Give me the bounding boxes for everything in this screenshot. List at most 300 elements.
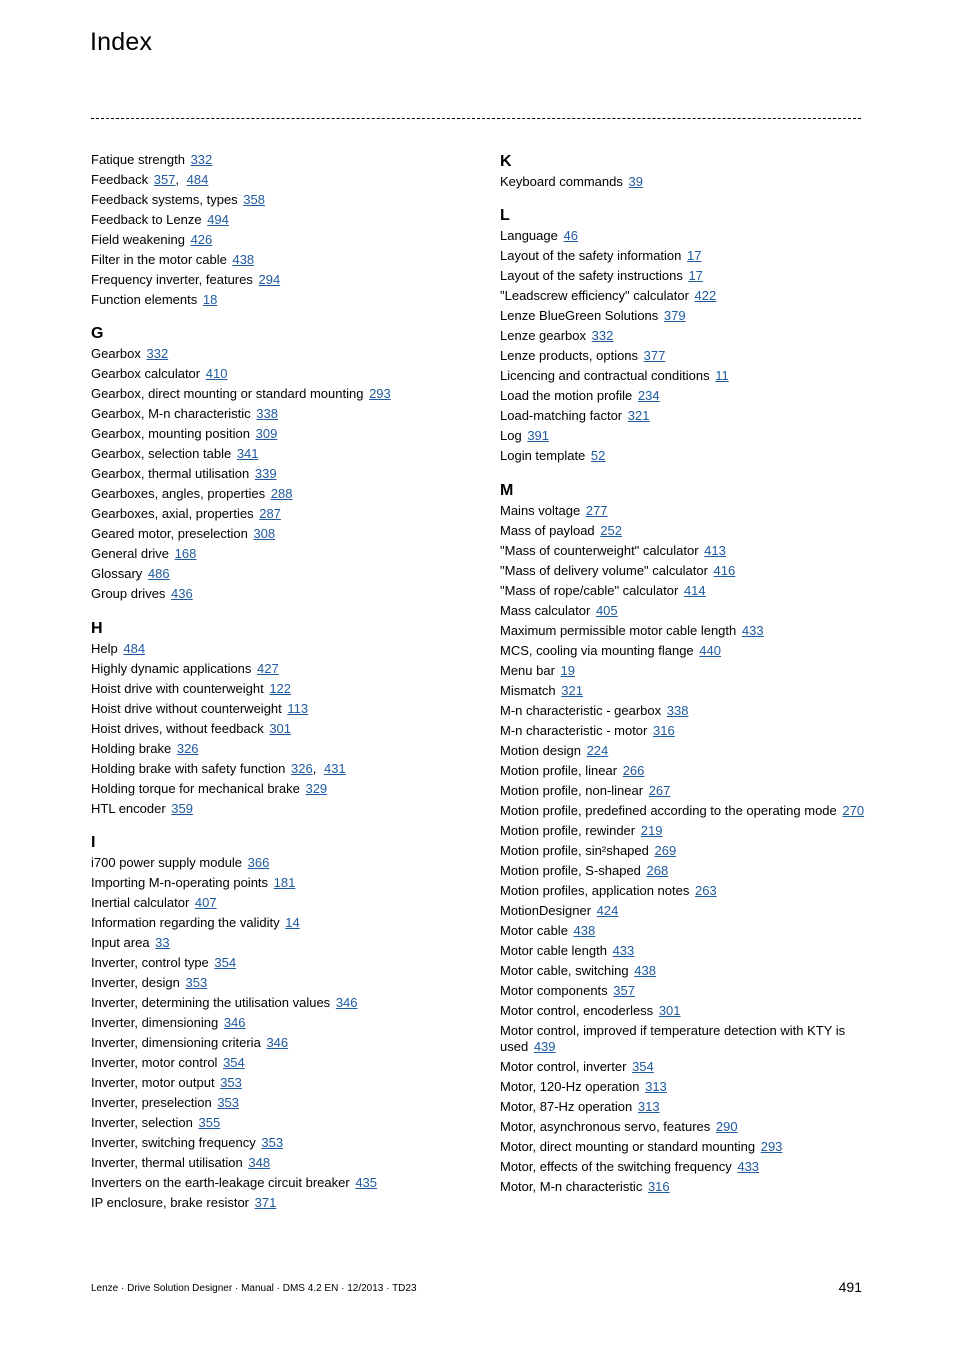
index-entry <box>500 1023 865 1056</box>
index-entry <box>500 328 865 344</box>
index-entry-term: Motor, effects of the switching frequency <box>500 1159 732 1175</box>
index-entry <box>91 801 461 817</box>
page-link[interactable]: 168 <box>174 546 197 562</box>
page-link[interactable]: 321 <box>627 408 650 424</box>
page-link[interactable]: 357 <box>613 982 635 998</box>
page-link[interactable]: 287 <box>259 506 281 522</box>
index-entry-term: Inverter, thermal utilisation <box>91 1155 243 1171</box>
index-entry-term: Feedback systems, types <box>91 192 238 207</box>
index-entry <box>91 641 461 657</box>
index-entry <box>500 1099 865 1115</box>
index-entry-term: Login template <box>500 448 586 464</box>
page-link[interactable]: 339 <box>254 466 277 482</box>
page-link[interactable]: 377 <box>643 348 666 364</box>
page-link[interactable]: 338 <box>256 406 278 422</box>
section-letter: L <box>500 207 510 225</box>
page-link[interactable]: 122 <box>269 680 292 696</box>
index-entry-term: Inverter, design <box>91 975 180 991</box>
index-entry <box>500 743 865 759</box>
index-entry-term: Gearbox, thermal utilisation <box>91 466 250 482</box>
index-entry-term: Gearbox, mounting position <box>91 426 250 442</box>
index-entry <box>500 783 865 799</box>
index-entry <box>500 308 865 324</box>
index-entry-term: Lenze products, options <box>500 348 639 364</box>
index-entry-term: Glossary <box>91 566 143 582</box>
index-entry <box>91 152 461 168</box>
page-link[interactable]: 290 <box>715 1119 738 1135</box>
index-entry <box>500 703 865 719</box>
page-link[interactable]: 33 <box>155 935 170 951</box>
index-entry <box>500 1139 865 1155</box>
index-entry <box>500 268 865 284</box>
index-entry <box>91 272 461 288</box>
page-link[interactable]: 440 <box>699 642 721 658</box>
index-entry <box>91 741 461 757</box>
index-entry-term: Gearboxes, angles, properties <box>91 486 266 502</box>
index-entry <box>91 1095 461 1111</box>
page-link[interactable]: 301 <box>269 720 292 736</box>
index-entry-term: Hoist drive without counterweight <box>91 700 282 716</box>
index-entry-term: Gearboxes, axial, properties <box>91 506 254 522</box>
page-link[interactable]: 301 <box>658 1002 681 1018</box>
index-entry-term: "Mass of rope/cable" calculator <box>500 582 679 598</box>
index-entry-term: Field weakening <box>91 232 185 247</box>
index-entry-term: Input area <box>91 935 150 951</box>
index-entry-term: Holding brake <box>91 740 172 756</box>
index-entry <box>500 1003 865 1019</box>
page-link[interactable]: 438 <box>573 922 596 938</box>
index-entry-term: Motor cable <box>500 922 568 938</box>
index-entry <box>500 408 865 424</box>
index-entry-term: Gearbox calculator <box>91 366 201 382</box>
index-entry <box>91 781 461 797</box>
page-link[interactable]: 224 <box>586 742 609 758</box>
index-entry <box>500 623 865 639</box>
index-entry-term: Motor, M-n characteristic <box>500 1179 643 1195</box>
index-entry <box>500 1119 865 1135</box>
index-entry-term: Inverter, switching frequency <box>91 1135 256 1151</box>
section-letter: G <box>91 325 104 343</box>
index-entry <box>91 1195 461 1211</box>
index-entry-term: Lenze BlueGreen Solutions <box>500 308 659 324</box>
index-entry <box>91 466 461 482</box>
index-entry <box>91 486 461 502</box>
page-link[interactable]: 293 <box>369 386 391 402</box>
page-link[interactable]: 268 <box>646 862 669 878</box>
index-entry <box>500 823 865 839</box>
index-entry <box>500 683 865 699</box>
index-entry <box>91 915 461 931</box>
index-entry-term: Motor, asynchronous servo, features <box>500 1119 711 1135</box>
index-entry-term: Inverter, dimensioning criteria <box>91 1035 261 1051</box>
index-entry <box>500 983 865 999</box>
page-link[interactable]: 484 <box>186 172 209 187</box>
page-link[interactable]: 355 <box>198 1115 221 1131</box>
index-entry <box>91 701 461 717</box>
index-entry <box>91 366 461 382</box>
index-entry <box>91 212 461 228</box>
index-entry-term: Log <box>500 428 522 444</box>
page-link[interactable]: 308 <box>253 526 276 542</box>
index-entry-term: Holding torque for mechanical brake <box>91 780 300 796</box>
index-entry <box>500 603 865 619</box>
index-entry-term: Inverter, dimensioning <box>91 1015 219 1031</box>
page-link[interactable]: 486 <box>147 566 170 582</box>
footer-text: Lenze · Drive Solution Designer · Manual · DMS 4.2 EN · 12/2013 · TD23 <box>91 1283 417 1294</box>
page-link[interactable]: 391 <box>527 428 550 444</box>
page-link[interactable]: 14 <box>285 915 300 931</box>
index-entry-term: Gearbox <box>91 346 141 362</box>
index-entry <box>91 252 461 268</box>
index-entry-term: Motion profile, predefined according to the operating mode <box>500 802 837 818</box>
index-entry-term: Motion profile, non-linear <box>500 782 644 798</box>
page-link[interactable]: 484 <box>123 640 146 656</box>
index-column-right <box>500 152 865 1212</box>
index-entry <box>91 1035 461 1051</box>
index-entry <box>500 1079 865 1095</box>
page-link[interactable]: 366 <box>247 855 270 871</box>
page-link[interactable]: 431 <box>323 760 346 776</box>
index-section <box>91 152 461 308</box>
index-entry-term: Keyboard commands <box>500 174 623 189</box>
page-separator: , <box>312 760 317 776</box>
index-entry <box>500 1059 865 1075</box>
index-entry-term: Motion profiles, application notes <box>500 882 690 898</box>
index-entry <box>500 723 865 739</box>
page-link[interactable]: 269 <box>654 842 677 858</box>
index-entry <box>500 368 865 384</box>
index-entry-term: Licencing and contractual conditions <box>500 368 710 384</box>
index-entry-term: HTL encoder <box>91 800 166 816</box>
index-entry <box>91 172 461 188</box>
page-link[interactable]: 435 <box>355 1175 378 1191</box>
index-entry-term: Feedback to Lenze <box>91 212 202 227</box>
section-letter: M <box>500 481 514 499</box>
page-link[interactable]: 371 <box>254 1195 277 1211</box>
index-entry <box>500 583 865 599</box>
page-link[interactable]: 263 <box>694 882 717 898</box>
page-link[interactable]: 326 <box>291 760 313 776</box>
index-entry-term: Motion design <box>500 742 581 758</box>
index-entry-term: Motor components <box>500 982 608 998</box>
page-link[interactable]: 422 <box>694 288 717 304</box>
index-entry-term: Inverter, preselection <box>91 1095 212 1111</box>
index-entry-term: Hoist drive with counterweight <box>91 680 264 696</box>
page-link[interactable]: 11 <box>715 368 729 384</box>
index-section-m <box>500 481 865 1196</box>
index-entry-term: Inverter, selection <box>91 1115 193 1131</box>
page-link[interactable]: 405 <box>595 602 618 618</box>
index-entry <box>91 446 461 462</box>
page-link[interactable]: 234 <box>637 388 660 404</box>
page-link[interactable]: 19 <box>560 662 576 678</box>
index-entry <box>500 348 865 364</box>
index-entry <box>91 426 461 442</box>
index-entry-term: Language <box>500 228 558 244</box>
index-entry-term: IP enclosure, brake resistor <box>91 1195 249 1211</box>
header-rule <box>91 118 861 119</box>
page-link[interactable]: 266 <box>622 762 645 778</box>
index-entry-term: Inverters on the earth-leakage circuit breaker <box>91 1175 350 1191</box>
index-entry-term: "Leadscrew efficiency" calculator <box>500 288 689 304</box>
index-entry <box>500 803 865 819</box>
index-entry-term: Group drives <box>91 586 166 602</box>
index-entry-term: Motor, 120-Hz operation <box>500 1079 640 1095</box>
section-letter: K <box>500 153 512 170</box>
page-link[interactable]: 379 <box>663 308 686 324</box>
index-entry-term: Motor, 87-Hz operation <box>500 1099 633 1115</box>
index-entry-term: Gearbox, selection table <box>91 446 232 462</box>
index-entry-term: Motion profile, sin²shaped <box>500 842 649 858</box>
index-entry-term: Mass calculator <box>500 602 591 618</box>
page-link[interactable]: 181 <box>273 875 296 891</box>
index-entry-term: Motor control, encoderless <box>500 1002 654 1018</box>
index-entry-term: Motor control, improved if temperature detection with KTY is used <box>500 1022 846 1055</box>
index-entry-term: "Mass of delivery volume" calculator <box>500 562 708 578</box>
index-entry <box>500 643 865 659</box>
page-link[interactable]: 326 <box>176 740 199 756</box>
index-entry-term: Maximum permissible motor cable length <box>500 622 737 638</box>
index-entry <box>500 543 865 559</box>
page-link[interactable]: 414 <box>683 582 706 598</box>
index-entry <box>91 566 461 582</box>
index-entry <box>500 503 865 519</box>
index-entry-term: Highly dynamic applications <box>91 660 252 676</box>
index-column-left <box>91 152 461 1228</box>
page-link[interactable]: 353 <box>261 1135 284 1151</box>
index-entry <box>500 923 865 939</box>
page-link[interactable]: 17 <box>687 248 702 264</box>
index-entry-term: Fatique strength <box>91 152 185 167</box>
index-entry <box>91 1175 461 1191</box>
page-link[interactable]: 219 <box>640 822 663 838</box>
page-separator: , <box>175 172 180 187</box>
index-entry-term: Function elements <box>91 292 198 307</box>
index-entry-term: Information regarding the validity <box>91 915 280 931</box>
index-entry <box>500 843 865 859</box>
page-link[interactable]: 332 <box>591 328 614 344</box>
index-entry-term: MotionDesigner <box>500 902 592 918</box>
page-link[interactable]: 357 <box>153 172 176 187</box>
index-entry <box>91 875 461 891</box>
index-entry <box>91 386 461 402</box>
page-link[interactable]: 436 <box>171 586 193 602</box>
index-section-i <box>91 833 461 1211</box>
page-link[interactable]: 407 <box>194 895 217 911</box>
index-entry <box>500 763 865 779</box>
index-entry-term: Motor control, inverter <box>500 1059 627 1075</box>
page-link[interactable]: 346 <box>266 1035 289 1051</box>
index-entry <box>91 346 461 362</box>
page-link[interactable]: 416 <box>713 562 736 578</box>
index-entry <box>91 1015 461 1031</box>
index-entry <box>91 1135 461 1151</box>
page-link[interactable]: 113 <box>287 700 309 716</box>
index-entry-term: Menu bar <box>500 662 555 678</box>
index-entry-term: Load the motion profile <box>500 388 633 404</box>
index-entry <box>91 1055 461 1071</box>
index-entry-term: Motor cable, switching <box>500 962 629 978</box>
page-link[interactable]: 438 <box>232 252 255 267</box>
index-entry <box>91 661 461 677</box>
page-link[interactable]: 346 <box>335 995 358 1011</box>
index-entry-term: M-n characteristic - motor <box>500 722 648 738</box>
page-link[interactable]: 439 <box>533 1039 556 1055</box>
index-entry <box>91 721 461 737</box>
page-link[interactable]: 354 <box>632 1059 654 1075</box>
page-link[interactable]: 410 <box>205 366 228 382</box>
index-entry <box>91 292 461 308</box>
page-link[interactable]: 332 <box>190 152 213 167</box>
index-section-g <box>91 324 461 602</box>
page-title: Index <box>90 28 153 56</box>
page-link[interactable]: 359 <box>171 800 193 816</box>
page-link[interactable]: 433 <box>737 1159 760 1175</box>
page-link[interactable]: 252 <box>600 522 622 538</box>
index-entry <box>500 563 865 579</box>
page-link[interactable]: 427 <box>257 660 279 676</box>
page-link[interactable]: 353 <box>217 1095 240 1111</box>
page-link[interactable]: 18 <box>202 292 218 307</box>
page-link[interactable]: 270 <box>842 802 865 818</box>
index-entry-term: Inverter, determining the utilisation values <box>91 995 331 1011</box>
index-entry <box>91 975 461 991</box>
page-link[interactable]: 277 <box>585 502 608 518</box>
page-link[interactable]: 413 <box>704 542 726 558</box>
index-entry <box>91 232 461 248</box>
index-entry-term: Mains voltage <box>500 502 581 518</box>
index-entry-term: Mismatch <box>500 682 556 698</box>
page-link[interactable]: 438 <box>634 962 656 978</box>
index-entry <box>500 1159 865 1175</box>
page-link[interactable]: 293 <box>760 1139 783 1155</box>
index-entry-term: Inverter, motor control <box>91 1055 218 1071</box>
index-entry <box>500 883 865 899</box>
index-entry <box>91 995 461 1011</box>
page-link[interactable]: 353 <box>220 1075 242 1091</box>
page-link[interactable]: 354 <box>214 955 237 971</box>
index-entry-term: Mass of payload <box>500 522 595 538</box>
page-number: 491 <box>838 1279 862 1295</box>
index-entry-term: MCS, cooling via mounting flange <box>500 642 694 658</box>
index-entry-term: Feedback <box>91 172 149 187</box>
page-link[interactable]: 494 <box>207 212 229 227</box>
page-link[interactable]: 338 <box>666 702 689 718</box>
index-entry <box>91 761 461 777</box>
index-entry <box>500 228 865 244</box>
page-link[interactable]: 332 <box>146 346 169 362</box>
index-entry <box>500 1179 865 1195</box>
index-entry <box>91 1075 461 1091</box>
index-entry-term: Load-matching factor <box>500 408 623 424</box>
index-entry <box>91 681 461 697</box>
index-entry-term: Help <box>91 640 118 656</box>
index-entry <box>91 855 461 871</box>
page-link[interactable]: 353 <box>185 975 208 991</box>
page-link[interactable]: 433 <box>741 622 764 638</box>
index-entry <box>91 586 461 602</box>
index-entry <box>500 943 865 959</box>
page-link[interactable]: 329 <box>305 780 328 796</box>
index-entry-term: General drive <box>91 546 170 562</box>
page-link[interactable]: 341 <box>236 446 259 462</box>
index-entry-term: Holding brake with safety function <box>91 760 286 776</box>
index-entry <box>91 935 461 951</box>
page-link[interactable]: 316 <box>653 722 675 738</box>
page-link[interactable]: 358 <box>243 192 265 207</box>
index-entry <box>91 1115 461 1131</box>
page-link[interactable]: 321 <box>561 682 583 698</box>
index-entry-term: Layout of the safety information <box>500 248 682 264</box>
page-link[interactable]: 313 <box>645 1079 667 1095</box>
index-section-h <box>91 619 461 817</box>
page-link[interactable]: 426 <box>190 232 213 247</box>
index-section-k <box>500 152 865 190</box>
section-letter: H <box>91 619 103 637</box>
index-section-l <box>500 206 865 464</box>
page-link[interactable]: 17 <box>688 268 703 284</box>
index-entry-term: Inverter, control type <box>91 955 209 971</box>
page-link[interactable]: 348 <box>248 1155 271 1171</box>
page-link[interactable]: 267 <box>648 782 671 798</box>
index-entry-term: Geared motor, preselection <box>91 526 248 542</box>
index-entry-term: Motor cable length <box>500 942 607 958</box>
index-entry <box>91 526 461 542</box>
index-entry-term: Inertial calculator <box>91 895 190 911</box>
index-entry-term: Filter in the motor cable <box>91 252 227 267</box>
page-link[interactable]: 309 <box>255 426 278 442</box>
page-link[interactable]: 313 <box>637 1099 660 1115</box>
index-entry <box>500 963 865 979</box>
index-entry <box>91 546 461 562</box>
index-entry <box>500 288 865 304</box>
page-link[interactable]: 346 <box>223 1015 246 1031</box>
page-link[interactable]: 288 <box>270 486 293 502</box>
index-entry <box>500 903 865 919</box>
index-entry-term: Importing M-n-operating points <box>91 875 269 891</box>
page-link[interactable]: 46 <box>563 228 578 244</box>
index-entry-term: Lenze gearbox <box>500 328 587 344</box>
index-entry <box>91 192 461 208</box>
index-entry-term: Gearbox, direct mounting or standard mounting <box>91 386 364 402</box>
index-entry-term: Frequency inverter, features <box>91 272 253 287</box>
index-entry <box>500 663 865 679</box>
index-entry <box>500 388 865 404</box>
index-entry <box>500 428 865 444</box>
page-link[interactable]: 433 <box>612 942 635 958</box>
index-entry <box>500 523 865 539</box>
index-entry-term: i700 power supply module <box>91 855 243 871</box>
index-entry-term: Gearbox, M-n characteristic <box>91 406 251 422</box>
index-entry <box>500 174 865 190</box>
page-link[interactable]: 316 <box>647 1179 670 1195</box>
index-entry-term: Hoist drives, without feedback <box>91 720 264 736</box>
page-link[interactable]: 424 <box>596 902 619 918</box>
page-link[interactable]: 39 <box>628 174 643 189</box>
page-link[interactable]: 52 <box>590 448 606 464</box>
index-entry-term: Inverter, motor output <box>91 1075 215 1091</box>
index-entry-term: Motion profile, rewinder <box>500 822 636 838</box>
index-entry-term: Motor, direct mounting or standard mounting <box>500 1139 756 1155</box>
page-link[interactable]: 294 <box>258 272 281 287</box>
index-entry-term: Motion profile, linear <box>500 762 618 778</box>
index-entry <box>91 506 461 522</box>
page-link[interactable]: 354 <box>223 1055 245 1071</box>
index-entry <box>91 1155 461 1171</box>
index-entry-term: Motion profile, S-shaped <box>500 862 641 878</box>
index-entry <box>91 955 461 971</box>
index-entry <box>91 895 461 911</box>
